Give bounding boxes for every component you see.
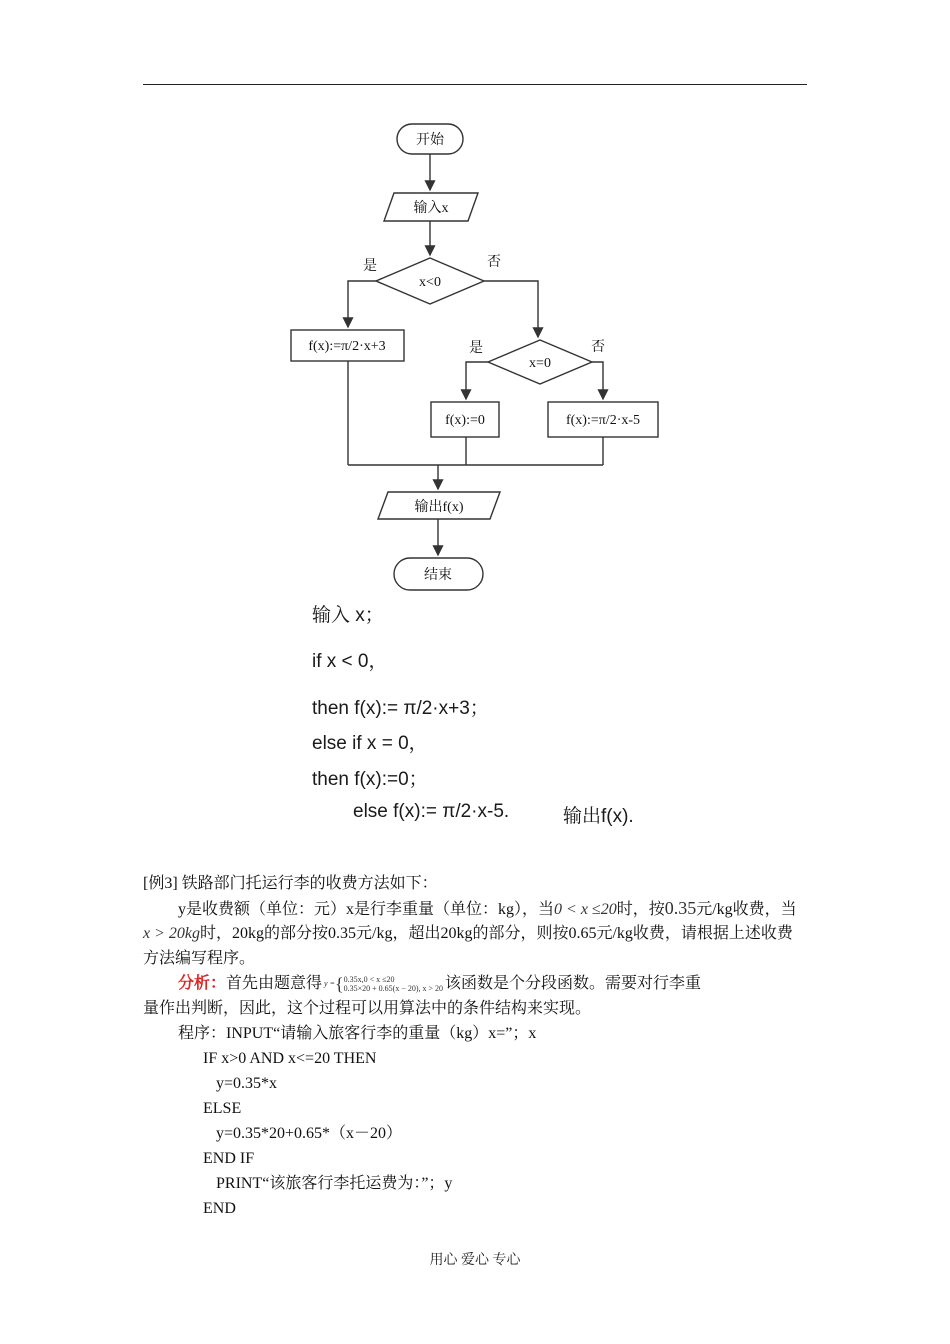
math-rate: 0.35 xyxy=(664,898,697,918)
pseudocode-line-2: if x < 0， xyxy=(312,651,388,672)
pseudocode-output: 输出f(x). xyxy=(563,806,634,827)
program-line-6: END IF xyxy=(203,1150,255,1167)
output-label: 输出f(x) xyxy=(414,500,464,515)
branch2-label: f(x):=0 xyxy=(445,413,485,428)
program-line-8: END xyxy=(203,1200,236,1217)
cond1-yes-label: 是 xyxy=(363,259,377,274)
cond2-label: x=0 xyxy=(529,356,551,371)
start-label: 开始 xyxy=(416,133,444,148)
input-label: 输入x xyxy=(413,201,449,216)
pseudocode-line-4: else if x = 0， xyxy=(312,733,428,754)
example-paragraph-line-1: y是收费额（单位：元）x是行李重量（单位：kg），当0 < x ≤20时，按0.35元/kg收费，当 xyxy=(178,898,797,918)
analysis-line-1: 分析：首先由题意得 y ={ 0.35x,0 < x ≤20 0.35×20 + 0.65(x − 20), x > 20 该函数是个分段函数。需要对行李重 xyxy=(178,974,702,995)
pseudocode-line-3: then f(x):= π/2·x+3； xyxy=(312,698,489,719)
pseudocode-line-6: else f(x):= π/2·x-5. xyxy=(353,801,510,822)
pseudocode-line-5: then f(x):=0； xyxy=(312,769,428,790)
analysis-label: 分析： xyxy=(178,975,227,992)
cond2-yes-label: 是 xyxy=(469,341,483,356)
piecewise-function: y ={ 0.35x,0 < x ≤20 0.35×20 + 0.65(x − 20), x > 20 xyxy=(324,974,443,995)
analysis-line-2: 量作出判断，因此，这个过程可以用算法中的条件结构来实现。 xyxy=(143,1000,592,1017)
pseudocode-line-1: 输入 x； xyxy=(312,605,384,626)
cond1-label: x<0 xyxy=(419,275,441,290)
program-line-5: y=0.35*20+0.65*（x－20） xyxy=(216,1125,403,1142)
page-footer: 用心 爱心 专心 xyxy=(429,1253,521,1268)
math-over-20: x > 20kg xyxy=(143,925,200,942)
branch1-label: f(x):=π/2·x+3 xyxy=(308,339,386,354)
cond1-no-label: 否 xyxy=(487,255,501,270)
end-label: 结束 xyxy=(424,568,452,583)
program-line-1: 程序：INPUT“请输入旅客行李的重量（kg）x=”；x xyxy=(178,1025,537,1042)
program-line-4: ELSE xyxy=(203,1100,242,1117)
program-line-7: PRINT“该旅客行李托运费为：”；y xyxy=(216,1175,453,1192)
program-line-3: y=0.35*x xyxy=(216,1075,278,1092)
branch3-label: f(x):=π/2·x-5 xyxy=(565,413,641,428)
math-range: 0 < x ≤20 xyxy=(554,901,617,918)
example-paragraph-line-3: 方法编写程序。 xyxy=(143,950,256,967)
example-paragraph-line-2: x > 20kg时，20kg的部分按0.35元/kg，超出20kg的部分，则按0.65元/kg收费，请根据上述收费 xyxy=(143,925,793,942)
cond2-no-label: 否 xyxy=(591,340,605,355)
flowchart xyxy=(0,0,950,600)
example-heading: [例3] 铁路部门托运行李的收费方法如下： xyxy=(143,875,438,892)
program-line-2: IF x>0 AND x<=20 THEN xyxy=(203,1050,377,1067)
